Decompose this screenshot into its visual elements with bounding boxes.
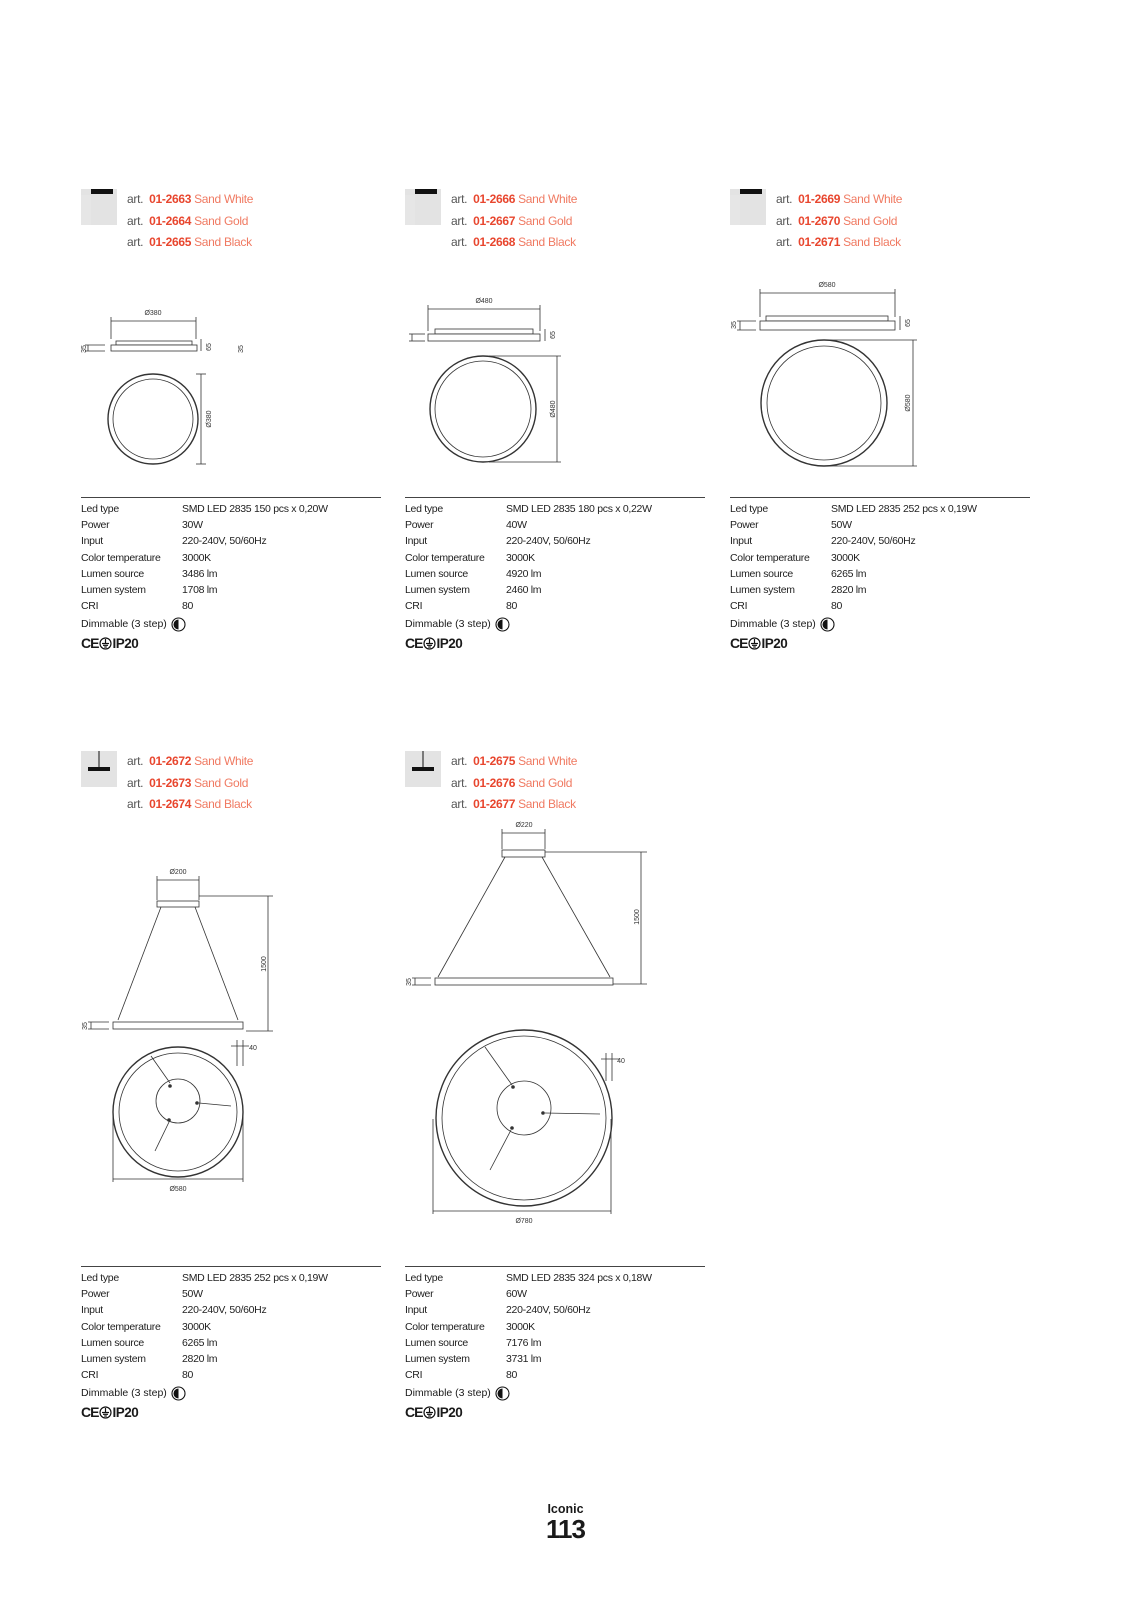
dim-thickness: 35 <box>81 345 88 353</box>
spec-label: Color temperature <box>405 551 485 564</box>
article-finish: Sand Gold <box>194 775 249 790</box>
spec-label: Led type <box>81 503 119 515</box>
dimmable-label: Dimmable (3 step) <box>730 618 816 631</box>
article-prefix: art. <box>776 192 793 206</box>
spec-row <box>730 533 1030 549</box>
spec-row <box>405 566 705 582</box>
spec-row <box>405 1286 705 1302</box>
dimmable-label: Dimmable (3 step) <box>405 1387 491 1400</box>
spec-value: 220-240V, 50/60Hz <box>182 535 267 548</box>
spec-label: Lumen system <box>730 583 795 596</box>
article-row <box>127 794 253 816</box>
spec-label: Led type <box>405 1272 443 1284</box>
article-prefix: art. <box>451 235 468 249</box>
spec-label: Input <box>81 535 103 548</box>
spec-value: 60W <box>506 1288 527 1301</box>
spec-label: Power <box>405 519 434 532</box>
article-row <box>127 751 253 773</box>
spec-row <box>405 582 705 598</box>
pendant-mount-icon <box>81 751 117 787</box>
ceiling-mount-icon <box>730 189 766 225</box>
spec-label: Color temperature <box>81 551 161 564</box>
spec-label: Input <box>81 1304 103 1317</box>
spec-row <box>81 533 381 549</box>
spec-label: Power <box>81 1288 110 1301</box>
article-finish: Sand Gold <box>518 775 573 790</box>
spec-value: SMD LED 2835 252 pcs x 0,19W <box>182 1272 328 1284</box>
article-code: 01-2667 <box>473 213 516 228</box>
dim-canopy: Ø200 <box>169 869 187 876</box>
spec-table <box>81 497 381 652</box>
article-row <box>776 211 902 233</box>
spec-label: Lumen system <box>81 583 146 596</box>
dim-canopy: Ø220 <box>515 822 533 829</box>
spec-value: 3486 lm <box>182 567 218 580</box>
spec-row <box>81 566 381 582</box>
spec-value: 2460 lm <box>506 583 542 596</box>
article-code: 01-2663 <box>149 192 192 206</box>
page-footer <box>0 1502 1131 1542</box>
dim-thickness: 35 <box>82 1022 89 1030</box>
article-code: 01-2675 <box>473 754 516 768</box>
article-row <box>451 794 577 816</box>
spec-row <box>405 501 705 517</box>
card-header <box>405 189 705 259</box>
dim-thickness-2: 35 <box>238 345 245 353</box>
spec-row <box>405 533 705 549</box>
article-code: 01-2665 <box>149 235 192 249</box>
spec-label: CRI <box>81 1369 99 1382</box>
dimmable-label: Dimmable (3 step) <box>81 1387 167 1400</box>
spec-value: 3000K <box>831 551 860 564</box>
dim-cable: 1500 <box>261 956 268 972</box>
spec-label: Lumen source <box>81 567 144 580</box>
ip-rating: IP20 <box>436 635 463 651</box>
article-row <box>127 773 253 795</box>
ip-rating: IP20 <box>761 635 788 651</box>
article-list <box>127 189 253 254</box>
article-row <box>127 232 253 254</box>
ground-symbol-icon <box>423 1406 436 1419</box>
spec-value: SMD LED 2835 324 pcs x 0,18W <box>506 1272 652 1284</box>
spec-row <box>405 1335 705 1351</box>
article-finish: Sand Gold <box>194 213 249 228</box>
dimmable-label: Dimmable (3 step) <box>405 618 491 631</box>
spec-table <box>405 497 705 652</box>
article-finish: Sand White <box>194 754 254 768</box>
spec-value: 80 <box>506 600 518 613</box>
article-code: 01-2669 <box>798 192 841 206</box>
spec-label: Color temperature <box>405 1320 485 1333</box>
dimmable-row <box>405 614 705 634</box>
ground-symbol-icon <box>99 637 112 650</box>
dimmable-icon <box>495 617 510 632</box>
ce-mark: CE <box>405 635 423 652</box>
article-code: 01-2670 <box>798 213 841 228</box>
article-prefix: art. <box>127 192 144 206</box>
spec-label: Lumen source <box>405 1336 468 1349</box>
article-prefix: art. <box>127 235 144 249</box>
spec-value: 3000K <box>182 551 211 564</box>
spec-label: Lumen source <box>730 567 793 580</box>
dim-diameter: Ø580 <box>169 1186 187 1193</box>
spec-value: 3000K <box>506 1320 535 1333</box>
dimmable-row <box>81 1383 381 1403</box>
spec-label: Lumen source <box>405 567 468 580</box>
article-row <box>776 232 902 254</box>
article-row <box>451 211 577 233</box>
article-code: 01-2668 <box>473 235 516 249</box>
dim-height: 65 <box>550 331 557 339</box>
dim-height: 65 <box>905 319 912 327</box>
spec-label: Power <box>405 1288 434 1301</box>
spec-label: Input <box>405 1304 427 1317</box>
spec-value: 6265 lm <box>182 1336 218 1349</box>
spec-label: Color temperature <box>81 1320 161 1333</box>
article-finish: Sand White <box>518 754 578 768</box>
spec-value: 220-240V, 50/60Hz <box>506 1304 591 1317</box>
article-prefix: art. <box>451 192 468 206</box>
article-list <box>451 751 577 816</box>
spec-table <box>405 1266 705 1421</box>
article-finish: Sand Gold <box>518 213 573 228</box>
spec-row <box>730 582 1030 598</box>
article-row <box>127 211 253 233</box>
spec-row <box>730 598 1030 614</box>
dim-diameter: Ø480 <box>550 400 557 418</box>
spec-row <box>81 582 381 598</box>
spec-value: 2820 lm <box>182 1352 218 1365</box>
article-code: 01-2676 <box>473 775 516 790</box>
spec-label: Power <box>81 519 110 532</box>
spec-label: Color temperature <box>730 551 810 564</box>
dimmable-row <box>81 614 381 634</box>
spec-row <box>405 517 705 533</box>
technical-drawing <box>81 299 381 489</box>
article-finish: Sand White <box>194 192 254 206</box>
dim-diameter: Ø780 <box>515 1218 533 1225</box>
dimmable-row <box>730 614 1030 634</box>
spec-label: CRI <box>730 600 748 613</box>
technical-drawing <box>405 819 705 1259</box>
article-code: 01-2672 <box>149 754 192 768</box>
article-finish: Sand White <box>843 192 903 206</box>
article-finish: Sand Black <box>518 797 576 811</box>
technical-drawing <box>81 866 381 1201</box>
spec-value: 7176 lm <box>506 1336 542 1349</box>
ip-rating: IP20 <box>112 635 139 651</box>
dim-width: Ø380 <box>144 310 162 317</box>
card-header <box>81 189 381 259</box>
spec-value: 2820 lm <box>831 583 867 596</box>
dimmable-icon <box>495 1386 510 1401</box>
spec-row <box>81 1335 381 1351</box>
article-row <box>451 189 577 211</box>
article-prefix: art. <box>451 754 468 768</box>
ce-mark: CE <box>81 635 99 652</box>
spec-value: 6265 lm <box>831 567 867 580</box>
pendant-mount-icon <box>405 751 441 787</box>
certifications <box>405 1403 705 1421</box>
ground-symbol-icon <box>748 637 761 650</box>
ground-symbol-icon <box>99 1406 112 1419</box>
ip-rating: IP20 <box>112 1404 139 1420</box>
spec-row <box>405 1270 705 1286</box>
spec-label: Lumen system <box>405 583 470 596</box>
ground-symbol-icon <box>423 637 436 650</box>
technical-drawing <box>730 279 1030 489</box>
spec-label: Led type <box>730 503 768 515</box>
dim-thickness: 35 <box>731 321 738 329</box>
spec-row <box>730 566 1030 582</box>
article-finish: Sand Gold <box>843 213 898 228</box>
spec-row <box>730 517 1030 533</box>
spec-row <box>81 1319 381 1335</box>
spec-label: Lumen source <box>81 1336 144 1349</box>
spec-value: 220-240V, 50/60Hz <box>506 535 591 548</box>
article-code: 01-2664 <box>149 213 192 228</box>
spec-row <box>81 550 381 566</box>
article-row <box>127 189 253 211</box>
spec-label: CRI <box>81 600 99 613</box>
spec-row <box>405 550 705 566</box>
spec-value: 220-240V, 50/60Hz <box>831 535 916 548</box>
article-finish: Sand Black <box>518 235 576 249</box>
article-list <box>776 189 902 254</box>
spec-value: 3000K <box>506 551 535 564</box>
spec-label: Led type <box>81 1272 119 1284</box>
spec-value: 220-240V, 50/60Hz <box>182 1304 267 1317</box>
article-row <box>451 751 577 773</box>
spec-value: SMD LED 2835 180 pcs x 0,22W <box>506 503 652 515</box>
spec-label: Lumen system <box>405 1352 470 1365</box>
dimmable-icon <box>820 617 835 632</box>
technical-drawing <box>405 289 705 489</box>
spec-value: 4920 lm <box>506 567 542 580</box>
article-prefix: art. <box>127 754 144 768</box>
spec-value: 80 <box>506 1369 518 1382</box>
spec-row <box>730 501 1030 517</box>
dim-width: Ø480 <box>475 298 493 305</box>
spec-label: CRI <box>405 600 423 613</box>
spec-value: 3000K <box>182 1320 211 1333</box>
article-row <box>451 232 577 254</box>
article-prefix: art. <box>776 213 793 228</box>
spec-value: SMD LED 2835 150 pcs x 0,20W <box>182 503 328 515</box>
article-row <box>451 773 577 795</box>
article-finish: Sand White <box>518 192 578 206</box>
article-row <box>776 189 902 211</box>
spec-row <box>81 1367 381 1383</box>
spec-row <box>81 501 381 517</box>
dimmable-icon <box>171 1386 186 1401</box>
certifications <box>730 634 1030 652</box>
spec-row <box>81 1351 381 1367</box>
spec-label: Led type <box>405 503 443 515</box>
dim-height: 65 <box>206 343 213 351</box>
article-prefix: art. <box>451 797 468 811</box>
spec-value: 80 <box>831 600 843 613</box>
ce-mark: CE <box>730 635 748 652</box>
spec-row <box>81 1302 381 1318</box>
dimmable-icon <box>171 617 186 632</box>
article-prefix: art. <box>451 213 468 228</box>
article-prefix: art. <box>127 775 144 790</box>
article-code: 01-2673 <box>149 775 192 790</box>
spec-value: 30W <box>182 519 203 532</box>
spec-row <box>405 1302 705 1318</box>
spec-row <box>405 1351 705 1367</box>
article-code: 01-2677 <box>473 797 516 811</box>
certifications <box>81 1403 381 1421</box>
dim-diameter: Ø380 <box>206 410 213 428</box>
dim-width: Ø580 <box>818 282 836 289</box>
article-prefix: art. <box>776 235 793 249</box>
card-header <box>81 751 381 821</box>
ceiling-mount-icon <box>405 189 441 225</box>
article-finish: Sand Black <box>194 235 252 249</box>
spec-value: 80 <box>182 600 194 613</box>
spec-value: 40W <box>506 519 527 532</box>
article-prefix: art. <box>127 797 144 811</box>
spec-label: Input <box>730 535 752 548</box>
page-number: 113 <box>546 1514 585 1544</box>
certifications <box>405 634 705 652</box>
certifications <box>81 634 381 652</box>
article-prefix: art. <box>127 213 144 228</box>
spec-row <box>730 550 1030 566</box>
article-list <box>451 189 577 254</box>
dim-ring: 40 <box>617 1058 625 1065</box>
spec-table <box>730 497 1030 652</box>
dimmable-row <box>405 1383 705 1403</box>
spec-value: 80 <box>182 1369 194 1382</box>
ip-rating: IP20 <box>436 1404 463 1420</box>
spec-value: SMD LED 2835 252 pcs x 0,19W <box>831 503 977 515</box>
article-code: 01-2666 <box>473 192 516 206</box>
spec-label: Input <box>405 535 427 548</box>
spec-value: 1708 lm <box>182 583 218 596</box>
spec-value: 50W <box>182 1288 203 1301</box>
spec-row <box>405 1319 705 1335</box>
article-finish: Sand Black <box>843 235 901 249</box>
article-finish: Sand Black <box>194 797 252 811</box>
article-prefix: art. <box>451 775 468 790</box>
spec-row <box>81 1286 381 1302</box>
card-header <box>730 189 1030 259</box>
ce-mark: CE <box>81 1404 99 1421</box>
article-code: 01-2674 <box>149 797 192 811</box>
article-code: 01-2671 <box>798 235 841 249</box>
spec-row <box>81 517 381 533</box>
dimmable-label: Dimmable (3 step) <box>81 618 167 631</box>
dim-cable: 1500 <box>634 909 641 925</box>
spec-label: CRI <box>405 1369 423 1382</box>
ce-mark: CE <box>405 1404 423 1421</box>
ceiling-mount-icon <box>81 189 117 225</box>
card-header <box>405 751 705 821</box>
spec-value: 3731 lm <box>506 1352 542 1365</box>
article-list <box>127 751 253 816</box>
dim-ring: 40 <box>249 1045 257 1052</box>
collection-name: Iconic <box>547 1502 584 1516</box>
dim-thickness: 35 <box>406 978 413 986</box>
spec-row <box>405 598 705 614</box>
spec-row <box>405 1367 705 1383</box>
spec-label: Power <box>730 519 759 532</box>
spec-label: Lumen system <box>81 1352 146 1365</box>
spec-value: 50W <box>831 519 852 532</box>
spec-row <box>81 598 381 614</box>
spec-row <box>81 1270 381 1286</box>
spec-table <box>81 1266 381 1421</box>
dim-diameter: Ø580 <box>905 394 912 412</box>
